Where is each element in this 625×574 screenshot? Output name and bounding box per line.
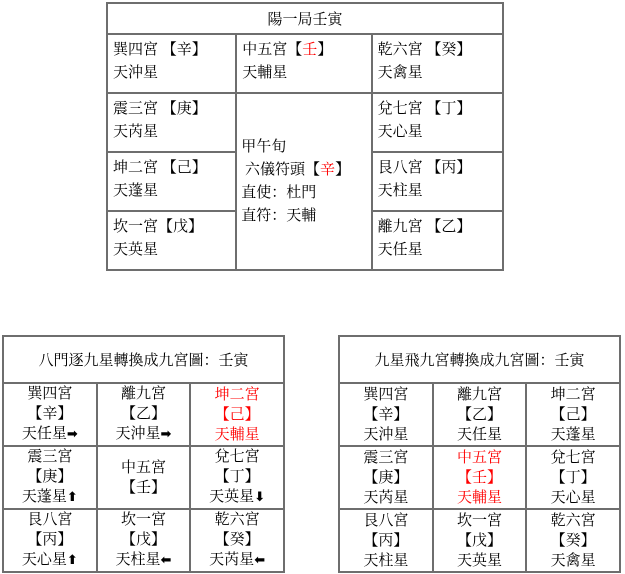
palace-cell-highlighted — [433, 446, 527, 509]
star-line — [4, 550, 96, 571]
palace-cell — [3, 446, 97, 509]
palace-cell-kun2 — [107, 152, 236, 211]
palace-label: 中五宮 — [456, 449, 502, 466]
palace-cell — [339, 509, 433, 572]
palace-label: 艮八宮 — [27, 512, 73, 528]
palace-label: 艮八宮 【丙】 — [377, 160, 472, 176]
up-arrow-icon: ⬆ — [66, 490, 78, 505]
palace-label: 離九宮 — [456, 386, 502, 403]
liuyi-futou-label: 六儀符頭【辛】 — [241, 161, 351, 178]
stem-label: 【癸】 — [550, 532, 596, 549]
palace-cell-zhong5 — [236, 34, 371, 93]
star-label: 天心星 — [550, 489, 596, 506]
palace-label: 艮八宮 — [363, 512, 409, 529]
palace-cell — [526, 446, 620, 509]
stem-label: 【戊】 — [456, 532, 502, 549]
palace-label: 乾六宮 — [550, 512, 596, 529]
star-label: 天柱星 — [377, 183, 423, 199]
palace-label: 兌七宮 — [550, 449, 596, 466]
stem-label: 【丙】 — [27, 532, 73, 548]
stem-label: 【己】 — [214, 406, 260, 423]
star-label: 天禽星 — [550, 552, 596, 569]
palace-label: 坎一宮 — [120, 512, 166, 528]
xun-head-label: 甲午旬 — [241, 138, 287, 155]
palace-label: 巽四宮 — [363, 386, 409, 403]
stem-label: 【丁】 — [550, 469, 596, 486]
palace-label: 坤二宮 — [550, 386, 596, 403]
palace-label: 坤二宮 — [214, 386, 260, 403]
star-label: 天蓬星 — [21, 489, 67, 505]
stem-label: 【己】 — [550, 406, 596, 423]
palace-cell — [97, 383, 191, 446]
palace-label: 震三宮 — [27, 449, 73, 465]
left-arrow-icon: ⬅ — [254, 553, 266, 568]
star-label: 天任星 — [21, 426, 67, 442]
stem-label: 【癸】 — [214, 532, 260, 548]
stem-label: 【壬】 — [456, 469, 502, 486]
palace-label: 中五宮 — [120, 459, 166, 476]
star-label: 天柱星 — [115, 552, 161, 568]
palace-label: 乾六宮 【癸】 — [377, 42, 472, 58]
stem-label: 【壬】 — [120, 479, 166, 496]
palace-cell-li9 — [372, 211, 503, 270]
star-label: 天芮星 — [363, 489, 409, 506]
palace-label: 坎一宮【戊】 — [113, 219, 204, 235]
star-label: 天英星 — [209, 489, 255, 505]
palace-cell — [190, 509, 284, 572]
palace-cell — [526, 509, 620, 572]
jiuxing-grid-table — [338, 335, 621, 573]
palace-cell — [3, 383, 97, 446]
palace-cell-qian6 — [372, 34, 503, 93]
stem-label: 【乙】 — [456, 406, 502, 423]
star-label: 天柱星 — [363, 552, 409, 569]
star-line — [191, 550, 283, 571]
palace-cell — [190, 446, 284, 509]
star-line — [98, 424, 190, 445]
up-arrow-icon: ⬆ — [66, 553, 78, 568]
zhifu-label: 直符：天輔 — [241, 207, 317, 224]
star-line — [98, 550, 190, 571]
star-label: 天任星 — [377, 242, 423, 258]
star-label: 天心星 — [21, 552, 67, 568]
right-arrow-icon: ➡ — [160, 427, 172, 442]
main-chart-title: 陽一局壬寅 — [107, 3, 503, 34]
down-arrow-icon: ⬇ — [254, 490, 266, 505]
star-label: 天輔星 — [214, 426, 260, 443]
star-line — [4, 424, 96, 445]
stem-label: 【辛】 — [27, 406, 73, 422]
bamen-grid-title: 八門逐九星轉換成九宮圖：壬寅 — [3, 336, 284, 383]
palace-cell — [97, 509, 191, 572]
palace-cell-xun4 — [107, 34, 236, 93]
highlighted-stem: 辛 — [320, 161, 336, 178]
star-label: 天英星 — [456, 552, 502, 569]
palace-label: 中五宮【壬】 — [242, 42, 333, 58]
palace-cell — [339, 446, 433, 509]
star-label: 天沖星 — [113, 65, 159, 81]
star-label: 天英星 — [113, 242, 159, 258]
stem-label: 【辛】 — [363, 406, 409, 423]
stem-label: 【庚】 — [27, 469, 73, 485]
left-arrow-icon: ⬅ — [160, 553, 172, 568]
palace-cell-gen8 — [372, 152, 503, 211]
palace-label: 巽四宮 【辛】 — [113, 42, 207, 58]
xun-info-cell — [236, 93, 371, 270]
palace-label: 兌七宮 — [214, 449, 260, 465]
palace-label: 坤二宮 【己】 — [113, 160, 207, 176]
stem-label: 【丁】 — [214, 469, 260, 485]
star-label: 天任星 — [456, 426, 502, 443]
palace-label: 乾六宮 — [214, 512, 260, 528]
star-label: 天蓬星 — [550, 426, 596, 443]
palace-label: 震三宮 【庚】 — [113, 101, 207, 117]
stem-label: 【丙】 — [363, 532, 409, 549]
stem-label: 【戊】 — [120, 532, 166, 548]
palace-cell — [339, 383, 433, 446]
highlighted-stem: 壬 — [302, 42, 318, 58]
palace-cell — [3, 509, 97, 572]
star-label: 天心星 — [377, 124, 423, 140]
stem-label: 【乙】 — [120, 406, 166, 422]
stem-label: 【庚】 — [363, 469, 409, 486]
palace-cell-dui7 — [372, 93, 503, 152]
palace-cell — [433, 509, 527, 572]
star-line — [4, 487, 96, 508]
star-label: 天芮星 — [209, 552, 255, 568]
palace-label: 離九宮 — [120, 386, 166, 402]
palace-cell-center — [97, 446, 191, 509]
palace-label: 坎一宮 — [456, 512, 502, 529]
star-label: 天輔星 — [456, 489, 502, 506]
palace-label: 兌七宮 【丁】 — [377, 101, 472, 117]
jiuxing-grid-title: 九星飛九宮轉換成九宮圖：壬寅 — [339, 336, 620, 383]
palace-cell-zhen3 — [107, 93, 236, 152]
palace-label: 巽四宮 — [27, 386, 73, 402]
palace-cell — [526, 383, 620, 446]
star-label: 天沖星 — [363, 426, 409, 443]
main-chart-table — [106, 2, 504, 271]
star-label: 天輔星 — [242, 65, 288, 81]
star-label: 天蓬星 — [113, 183, 159, 199]
bamen-grid-table — [2, 335, 285, 573]
zhishi-label: 直使：杜門 — [241, 184, 317, 201]
star-line — [191, 487, 283, 508]
palace-cell — [433, 383, 527, 446]
star-label: 天沖星 — [115, 426, 161, 442]
palace-label: 離九宮 【乙】 — [377, 219, 472, 235]
palace-cell-highlighted — [190, 383, 284, 446]
star-label: 天禽星 — [377, 65, 423, 81]
star-label: 天芮星 — [113, 124, 159, 140]
palace-cell-kan1 — [107, 211, 236, 270]
right-arrow-icon: ➡ — [66, 427, 78, 442]
palace-label: 震三宮 — [363, 449, 409, 466]
